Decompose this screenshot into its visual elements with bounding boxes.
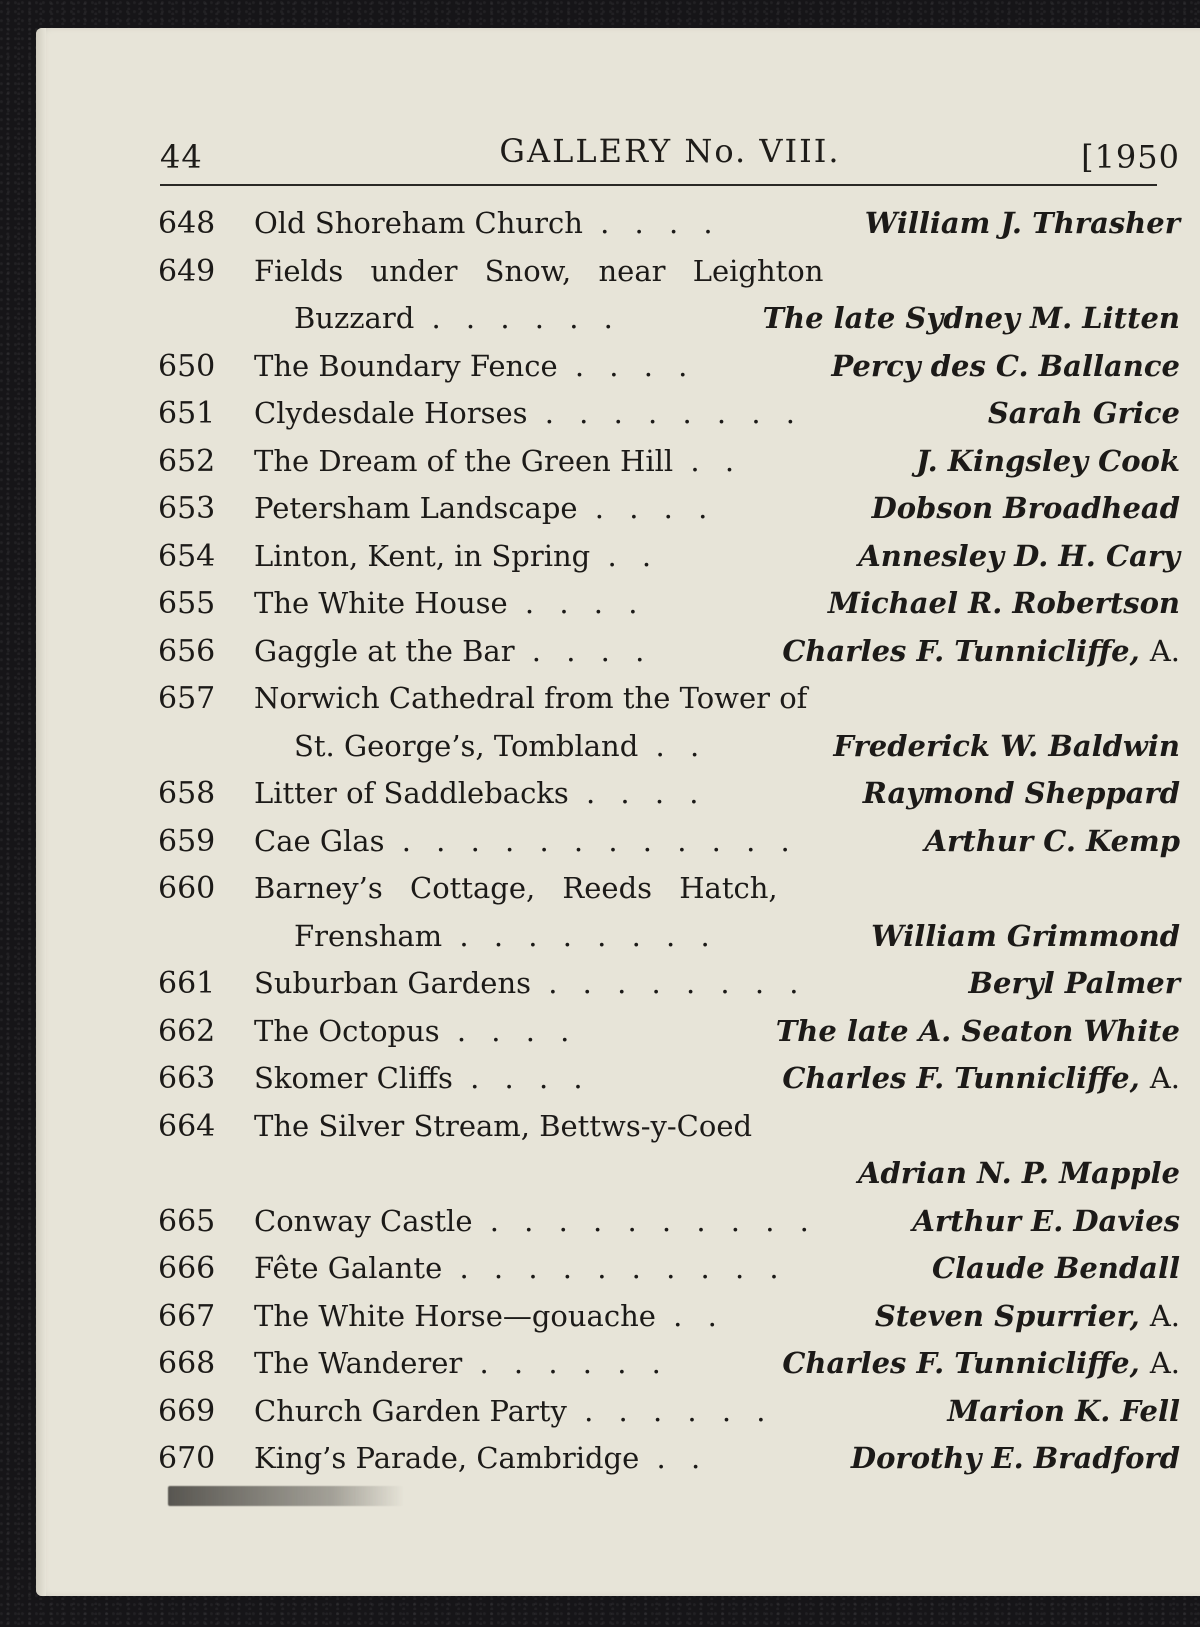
catalogue-entry	[158, 200, 1180, 248]
artwork-title	[254, 343, 695, 391]
artwork-title-continued	[294, 295, 621, 343]
catalogue-number: 650	[158, 348, 216, 384]
catalogue-entry	[158, 1198, 1180, 1246]
artist-name	[925, 818, 1180, 866]
entry-line	[158, 485, 1180, 533]
header-rule	[160, 184, 1157, 186]
entry-line	[158, 1293, 1180, 1341]
catalogue-number: 665	[158, 1203, 216, 1239]
artist-name	[969, 960, 1180, 1008]
artist-name	[858, 533, 1180, 581]
artwork-title-text: Conway Castle	[254, 1203, 473, 1238]
dot-leader: . .	[655, 1298, 725, 1333]
artwork-title	[254, 1293, 725, 1341]
dot-leader: . . . .	[582, 206, 721, 240]
artist-name-text: William Grimmond	[871, 918, 1180, 953]
artwork-title-continued	[294, 723, 707, 771]
artwork-title-text: Cae Glas	[254, 823, 385, 858]
artwork-title-text: The Wanderer	[254, 1346, 463, 1380]
catalogue-list	[158, 200, 1180, 1483]
artwork-title	[254, 628, 652, 676]
artist-name-text: Marion K. Fell	[947, 1393, 1180, 1428]
catalogue-entry	[158, 390, 1180, 438]
artwork-title-continued	[294, 913, 718, 961]
entry-line	[158, 1340, 1180, 1388]
artist-name-text: Arthur C. Kemp	[924, 823, 1180, 858]
page-number: 44	[160, 138, 203, 176]
artwork-title-text: Skomer Cliffs	[254, 1061, 453, 1095]
catalogue-number: 670	[158, 1441, 216, 1476]
artwork-title	[254, 675, 807, 723]
catalogue-entry	[158, 1055, 1180, 1103]
entry-line-continued	[158, 1150, 1180, 1198]
artwork-title	[254, 438, 742, 486]
catalogue-number: 664	[158, 1108, 216, 1144]
artwork-title	[254, 390, 803, 438]
catalogue-number: 660	[158, 871, 216, 906]
catalogue-entry	[158, 1388, 1180, 1436]
catalogue-entry	[158, 770, 1180, 818]
entry-line	[158, 343, 1180, 391]
artwork-title	[254, 485, 715, 533]
artist-name	[831, 343, 1180, 391]
artwork-title-text: The Boundary Fence	[254, 348, 558, 383]
artist-name-text: Charles F. Tunnicliffe,	[782, 1061, 1140, 1095]
artwork-title-cont-text: Frensham	[294, 918, 443, 953]
artwork-title	[254, 1198, 817, 1246]
artist-name	[828, 580, 1180, 628]
dot-leader: . . . . . . . .	[527, 396, 804, 430]
artist-name	[782, 1340, 1180, 1388]
artwork-title	[254, 200, 721, 248]
entry-line	[158, 1245, 1180, 1293]
artist-name-text: Sarah Grice	[987, 396, 1180, 430]
artwork-title-text: Church Garden Party	[254, 1393, 567, 1428]
artwork-title-text: Norwich Cathedral from the Tower of	[254, 681, 808, 715]
artwork-title	[254, 580, 645, 628]
dot-leader: . . . .	[514, 633, 653, 668]
artwork-title-text: Suburban Gardens	[254, 966, 532, 1000]
artist-name	[872, 485, 1180, 533]
dot-leader: . . . .	[439, 1013, 578, 1048]
year-mark: [1950	[1081, 138, 1180, 176]
catalogue-entry	[158, 343, 1180, 391]
artist-name-text: Percy des C. Ballance	[831, 348, 1180, 383]
artist-name-text: Michael R. Robertson	[827, 586, 1180, 620]
catalogue-entry	[158, 1103, 1180, 1198]
dot-leader: . .	[673, 443, 743, 478]
catalogue-entry	[158, 533, 1180, 581]
dot-leader: . . . . . .	[566, 1393, 774, 1428]
entry-line	[158, 628, 1180, 676]
catalogue-number: 667	[158, 1298, 216, 1334]
artist-name	[858, 1150, 1180, 1198]
catalogue-number: 648	[158, 206, 216, 241]
artwork-title-cont-text: Buzzard	[294, 301, 415, 335]
artist-name	[932, 1245, 1180, 1293]
catalogue-number: 656	[158, 633, 216, 669]
artwork-title	[254, 1103, 752, 1151]
artist-name	[782, 628, 1180, 676]
artwork-title	[254, 1340, 669, 1388]
artist-name-text: Dorothy E. Bradford	[850, 1441, 1180, 1475]
artwork-title	[254, 248, 823, 296]
ink-smudge	[168, 1486, 404, 1506]
artist-name-text: William J. Thrasher	[864, 206, 1180, 240]
artwork-medium: —gouache	[502, 1298, 656, 1333]
catalogue-entry	[158, 818, 1180, 866]
artist-honour: A.	[1149, 1346, 1180, 1380]
artist-honour: A.	[1149, 633, 1180, 668]
entry-line	[158, 818, 1180, 866]
dot-leader: . . . .	[557, 348, 696, 383]
catalogue-number: 666	[158, 1251, 216, 1286]
artist-name-text: Claude Bendall	[932, 1251, 1180, 1285]
artwork-title	[254, 1008, 577, 1056]
artwork-title-text: Petersham Landscape	[254, 491, 578, 525]
artist-name	[762, 295, 1180, 343]
catalogue-number: 654	[158, 538, 216, 574]
running-head	[160, 128, 1180, 180]
artwork-title-text: Linton, Kent, in Spring	[254, 538, 591, 573]
catalogue-entry	[158, 1340, 1180, 1388]
catalogue-number: 651	[158, 396, 216, 431]
catalogue-number: 669	[158, 1393, 216, 1429]
artist-name-text: Raymond Sheppard	[862, 776, 1180, 810]
artwork-title	[254, 865, 778, 913]
catalogue-number: 663	[158, 1061, 216, 1096]
artwork-title-text: Gaggle at the Bar	[254, 633, 515, 668]
catalogue-entry	[158, 865, 1180, 960]
dot-leader: . .	[639, 1441, 709, 1475]
catalogue-number: 668	[158, 1346, 216, 1381]
artwork-title	[254, 818, 798, 866]
artist-name-text: Charles F. Tunnicliffe,	[782, 633, 1140, 668]
artwork-title-text: The Silver Stream, Bettws-y-Coed	[254, 1108, 753, 1143]
artist-name-text: The late Sydney M. Litten	[762, 301, 1180, 335]
catalogue-entry	[158, 1008, 1180, 1056]
dot-leader: . . . . . . . . . .	[442, 1251, 787, 1285]
entry-line-continued	[158, 913, 1180, 961]
entry-line	[158, 248, 1180, 296]
page-gutter-shadow	[36, 28, 46, 1596]
entry-line	[158, 675, 1180, 723]
entry-line	[158, 200, 1180, 248]
artwork-title-text: Old Shoreham Church	[254, 206, 583, 240]
artwork-title-text: Litter of Saddlebacks	[254, 776, 569, 810]
catalogue-entry	[158, 248, 1180, 343]
entry-line	[158, 1435, 1180, 1483]
artwork-title	[254, 1435, 708, 1483]
dot-leader: . .	[638, 728, 708, 763]
entry-line	[158, 1198, 1180, 1246]
artist-name-text: The late A. Seaton White	[775, 1013, 1180, 1048]
artwork-title-text: King’s Parade, Cambridge	[254, 1441, 640, 1475]
catalogue-entry	[158, 485, 1180, 533]
dot-leader: . . . . . .	[462, 1346, 669, 1380]
catalogue-entry	[158, 628, 1180, 676]
artwork-title	[254, 533, 659, 581]
catalogue-number: 649	[158, 253, 216, 289]
artwork-title-text: Fête Galante	[254, 1251, 443, 1285]
artist-name	[912, 1198, 1180, 1246]
artwork-title-cont-text: St. George’s, Tombland	[294, 728, 639, 763]
artist-name-text: Frederick W. Baldwin	[833, 728, 1180, 763]
dot-leader: . . . . . .	[414, 301, 621, 335]
dot-leader: . . . .	[452, 1061, 591, 1095]
catalogue-number: 659	[158, 823, 216, 859]
entry-line	[158, 1008, 1180, 1056]
entry-line	[158, 1103, 1180, 1151]
entry-line	[158, 533, 1180, 581]
catalogue-number: 661	[158, 966, 216, 1001]
catalogue-number: 652	[158, 443, 216, 479]
artist-name-text: J. Kingsley Cook	[916, 443, 1180, 478]
artist-name	[863, 770, 1180, 818]
artwork-title-text: The Octopus	[254, 1013, 440, 1048]
artist-name-text: Annesley D. H. Cary	[858, 538, 1180, 573]
catalogue-number: 653	[158, 491, 216, 526]
entry-line	[158, 1388, 1180, 1436]
catalogue-entry	[158, 1245, 1180, 1293]
catalogue-entry	[158, 1435, 1180, 1483]
dot-leader: . . . .	[568, 776, 707, 810]
catalogue-number: 658	[158, 776, 216, 811]
artist-name-text: Steven Spurrier,	[874, 1298, 1140, 1333]
gallery-title: GALLERY No. VIII.	[499, 132, 841, 170]
artist-name	[833, 723, 1180, 771]
catalogue-entry	[158, 580, 1180, 628]
catalogue-entry	[158, 675, 1180, 770]
artist-name	[947, 1388, 1180, 1436]
artist-name-text: Dobson Broadhead	[871, 491, 1180, 525]
entry-line	[158, 580, 1180, 628]
artist-name-text: Adrian N. P. Mapple	[857, 1156, 1180, 1190]
entry-line	[158, 1055, 1180, 1103]
entry-line	[158, 438, 1180, 486]
artwork-title-text: Clydesdale Horses	[254, 396, 528, 430]
artwork-title	[254, 960, 807, 1008]
dot-leader: . . . . . . . .	[531, 966, 807, 1000]
dot-leader: . . . . . . . . . .	[472, 1203, 817, 1238]
artwork-title	[254, 1245, 787, 1293]
artist-name	[916, 438, 1180, 486]
artist-name	[776, 1008, 1180, 1056]
artist-honour: A.	[1149, 1061, 1180, 1095]
catalogue-number: 655	[158, 586, 216, 621]
artist-name	[988, 390, 1180, 438]
artist-name	[865, 200, 1180, 248]
artwork-title-text: The Dream of the Green Hill	[254, 443, 674, 478]
dot-leader: . .	[590, 538, 660, 573]
artist-name	[782, 1055, 1180, 1103]
artwork-title-text: The White House	[254, 586, 508, 620]
dot-leader: . . . . . . . .	[442, 918, 718, 953]
artwork-title-text: Barney’s Cottage, Reeds Hatch,	[254, 871, 778, 905]
entry-line-continued	[158, 723, 1180, 771]
artist-honour: A.	[1149, 1298, 1180, 1333]
dot-leader: . . . .	[577, 491, 716, 525]
catalogue-number: 662	[158, 1013, 216, 1049]
dot-leader: . . . .	[507, 586, 646, 620]
dot-leader: . . . . . . . . . . . .	[384, 823, 798, 858]
artist-name	[875, 1293, 1180, 1341]
artist-name-text: Charles F. Tunnicliffe,	[782, 1346, 1140, 1380]
artist-name	[851, 1435, 1180, 1483]
catalogue-number: 657	[158, 681, 216, 716]
artwork-title	[254, 1388, 774, 1436]
artwork-title	[254, 1055, 591, 1103]
artwork-title-text: Fields under Snow, near Leighton	[254, 253, 824, 288]
entry-line	[158, 770, 1180, 818]
entry-line-continued	[158, 295, 1180, 343]
entry-line	[158, 390, 1180, 438]
artist-name-text: Beryl Palmer	[968, 966, 1180, 1000]
catalogue-entry	[158, 960, 1180, 1008]
entry-line	[158, 865, 1180, 913]
entry-line	[158, 960, 1180, 1008]
catalogue-entry	[158, 1293, 1180, 1341]
artwork-title-text: The White Horse	[254, 1298, 503, 1333]
artist-name	[871, 913, 1180, 961]
catalogue-entry	[158, 438, 1180, 486]
artist-name-text: Arthur E. Davies	[912, 1203, 1180, 1238]
artwork-title	[254, 770, 707, 818]
